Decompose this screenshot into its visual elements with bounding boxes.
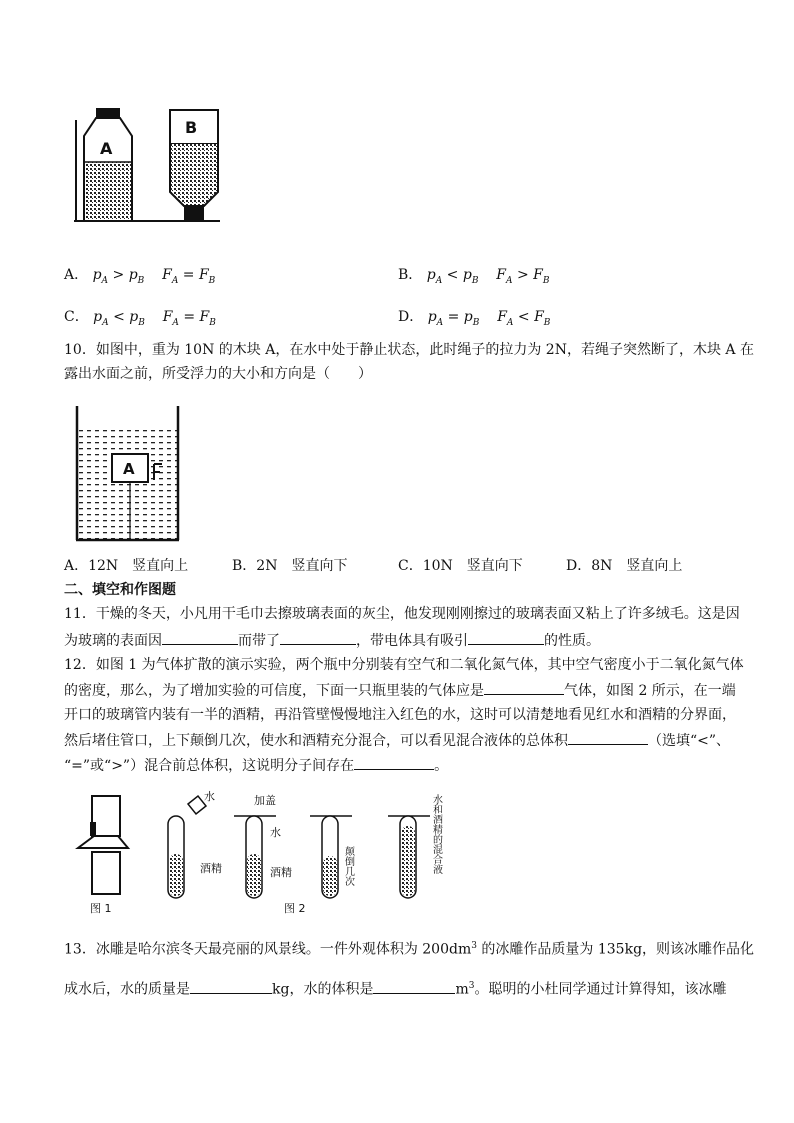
fig2-water-label: 水 <box>204 790 215 803</box>
q12-line1: 12．如图 1 为气体扩散的演示实验，两个瓶中分别装有空气和二氧化氮气体，其中空气密度小于二氧化氮气体 <box>64 657 744 673</box>
q11-blank-3[interactable] <box>468 630 544 645</box>
q13-blank-2[interactable] <box>373 979 455 994</box>
q13-text-2d: 。聪明的小杜同学通过计算得知，该冰雕 <box>474 981 727 998</box>
q9-option-a: A． $p_A > p_B$ $F_A = F_B$ <box>64 267 216 286</box>
q12-text-2a: 的密度，那么，为了增加实验的可信度，下面一只瓶里装的气体应是 <box>64 683 484 699</box>
section2-title: 二、填空和作图题 <box>64 582 176 598</box>
q10-option-d: D．8N 竖直向上 <box>566 558 683 574</box>
q9-option-a-rel2: = <box>182 267 195 283</box>
q12-text-2b: 气体，如图 2 所示，在一端 <box>564 683 736 699</box>
q13-sup-1: 3 <box>471 941 477 951</box>
q9-option-c: C． $p_A < p_B$ $F_A = F_B$ <box>64 309 216 328</box>
fig2-mix-label: 水和酒精的混合液 <box>430 794 442 874</box>
q10-line2: 露出水面之前，所受浮力的大小和方向是（ ） <box>64 366 372 382</box>
q13-sup-2: 3 <box>468 981 475 991</box>
q13-line2 <box>64 976 726 1000</box>
q12-text-5a: “=”或“>”）混合前总体积，这说明分子间存在 <box>64 758 355 774</box>
q9-option-d-letter: D． <box>398 309 424 325</box>
q9-option-d-rel2: < <box>517 309 530 325</box>
block-a-label: A <box>123 460 135 478</box>
diffusion-figure <box>70 786 460 916</box>
fig2-invert-label: 颠倒几次 <box>342 846 354 886</box>
q13-text-2b: kg，水的体积是 <box>272 981 374 998</box>
q11-text-a: 为玻璃的表面因 <box>64 633 162 649</box>
fig2-water2-label: 水 <box>270 826 281 839</box>
q10-option-c: C．10N 竖直向下 <box>398 558 523 574</box>
fig2-cap-label: 加盖 <box>254 794 276 807</box>
fig2-alcohol-label: 酒精 <box>200 862 222 875</box>
q12-blank-2[interactable] <box>568 730 648 745</box>
q10-line1: 10．如图中，重为 10N 的木块 A，在水中处于静止状态，此时绳子的拉力为 2N，若绳子突然断了，木块 A 在 <box>64 342 754 358</box>
q11-text-c: ，带电体具有吸引 <box>356 633 468 649</box>
q9-option-c-letter: C． <box>64 309 89 325</box>
q11-line2 <box>64 630 600 651</box>
q11-blank-2[interactable] <box>280 630 356 645</box>
q9-option-d-rel1: = <box>447 309 460 325</box>
q12-line2 <box>64 680 736 701</box>
q11-blank-1[interactable] <box>162 630 238 645</box>
q13-text-2c: m <box>455 981 469 998</box>
bottle-b-label: B <box>185 118 198 137</box>
q9-option-a-rel1: > <box>112 267 125 283</box>
q12-line3: 开口的玻璃管内装有一半的酒精，再沿管壁慢慢地注入红色的水，这时可以清楚地看见红水和酒精的分界面， <box>64 707 736 723</box>
q11-text-b: 而带了 <box>238 633 280 649</box>
bottles-figure <box>70 100 230 230</box>
q9-option-d: D． $p_A = p_B$ $F_A < F_B$ <box>398 309 551 328</box>
q13-line1 <box>64 936 754 960</box>
bottle-a-label: A <box>100 139 113 158</box>
q9-option-b: B． $p_A < p_B$ $F_A > F_B$ <box>398 267 550 286</box>
fig2-label: 图 2 <box>284 902 306 915</box>
q9-option-b-rel1: < <box>446 267 459 283</box>
q12-text-4b: （选填“<”、 <box>648 733 731 749</box>
water-tank-figure <box>70 404 186 544</box>
q9-option-b-letter: B． <box>398 267 423 283</box>
q9-option-c-rel2: = <box>183 309 196 325</box>
q12-blank-1[interactable] <box>484 680 564 695</box>
q12-text-4a: 然后堵住管口，上下颠倒几次，使水和酒精充分混合，可以看见混合液体的总体积 <box>64 733 568 749</box>
q13-text-1a: 13．冰雕是哈尔滨冬天最亮丽的风景线。一件外观体积为 200dm <box>64 941 472 958</box>
q12-text-5b: 。 <box>434 758 449 774</box>
q12-line4 <box>64 730 730 751</box>
q12-line5 <box>64 755 448 776</box>
q13-text-2a: 成水后，水的质量是 <box>64 981 190 998</box>
fig1-label: 图 1 <box>90 902 112 915</box>
q13-text-1b: 的冰雕作品质量为 135kg，则该冰雕作品化 <box>476 941 755 958</box>
q9-option-b-rel2: > <box>516 267 529 283</box>
q13-blank-1[interactable] <box>190 979 272 994</box>
q10-option-b: B．2N 竖直向下 <box>232 558 348 574</box>
fig2-alcohol2-label: 酒精 <box>270 866 292 879</box>
q9-option-c-rel1: < <box>113 309 125 325</box>
q11-text-d: 的性质。 <box>544 633 600 649</box>
q12-blank-3[interactable] <box>354 755 434 770</box>
q9-option-a-letter: A． <box>64 267 89 283</box>
q10-option-a: A．12N 竖直向上 <box>64 558 189 574</box>
q11-line1: 11．干燥的冬天，小凡用干毛巾去擦玻璃表面的灰尘，他发现刚刚擦过的玻璃表面又粘上了许多绒毛。这是因 <box>64 606 740 622</box>
